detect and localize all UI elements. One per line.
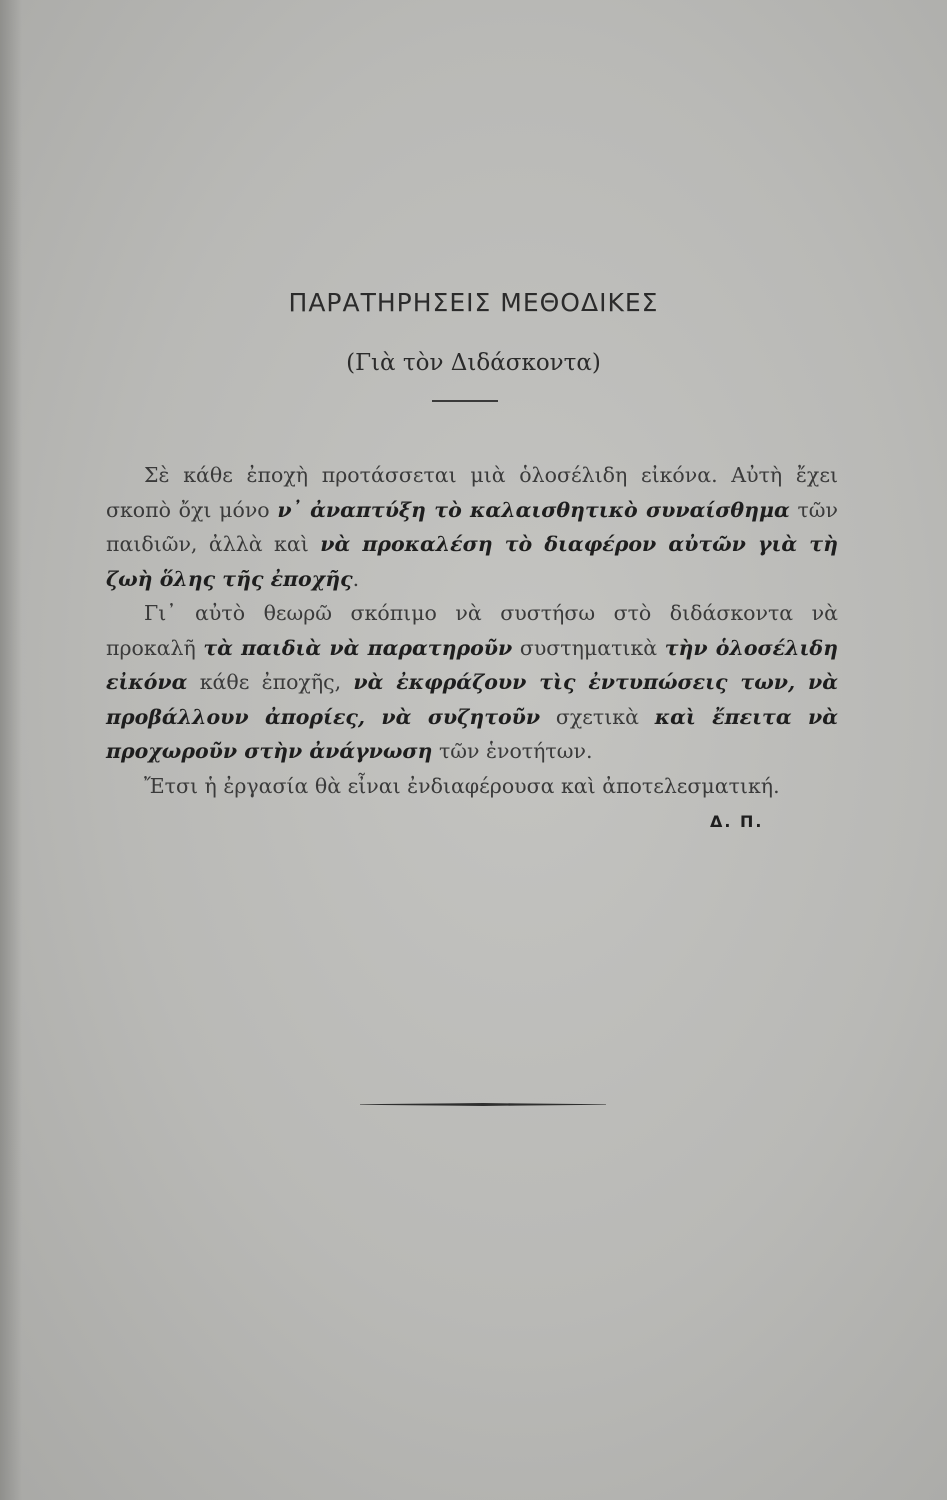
end-ornament-rule bbox=[360, 1103, 606, 1106]
p1-emphasis-2: νὰ προκαλέση τὸ διαφέρον αὐτῶν γιὰ τὴ ζωὴ ὅλης τῆς ἐποχῆς bbox=[106, 532, 838, 591]
p1-emphasis-1: ν᾽ ἀναπτύξη τὸ καλαισθητικὸ συναίσθημα bbox=[277, 497, 790, 522]
p2-text-2: συστηματικὰ bbox=[512, 635, 665, 660]
p2-text-4: σχετικὰ bbox=[540, 704, 655, 729]
p2-emphasis-2: τὴν ὁλοσέλιδη εἰκόνα bbox=[106, 635, 838, 694]
title-divider bbox=[432, 400, 498, 402]
page-subtitle: (Γιὰ τὸν Διδάσκοντα) bbox=[346, 350, 601, 376]
page-edge-shadow bbox=[0, 0, 22, 1500]
paragraph-3: Ἔτσι ἡ ἐργασία θὰ εἶναι ἐνδιαφέρουσα καὶ ἀποτελεσματική. bbox=[144, 773, 780, 798]
p1-text-2: τῶν παιδιῶν, ἀλλὰ καὶ bbox=[106, 497, 838, 556]
p2-emphasis-4: καὶ ἔπειτα νὰ προχωροῦν στὴν ἀνάγνωση bbox=[106, 704, 838, 763]
signature: Δ. Π. bbox=[710, 812, 764, 831]
p2-emphasis-3: νὰ ἐκφράζουν τὶς ἐντυπώσεις των, νὰ προβάλλουν ἀπορίες, νὰ συζητοῦν bbox=[106, 670, 838, 729]
paragraph-1 bbox=[106, 458, 838, 596]
p2-text-3: κάθε ἐποχῆς, bbox=[187, 670, 354, 694]
paragraph-2 bbox=[106, 596, 838, 769]
p1-text-3: . bbox=[352, 566, 360, 591]
p2-text-5: τῶν ἑνοτήτων. bbox=[432, 739, 593, 763]
body-text bbox=[106, 458, 838, 803]
p1-text-1: Σὲ κάθε ἐποχὴ προτάσσεται μιὰ ὁλοσέλιδη εἰκόνα. Αὐτὴ ἔχει σκοπὸ ὄχι μόνο bbox=[106, 463, 838, 522]
p2-text-1: Γι᾽ αὐτὸ θεωρῶ σκόπιμο νὰ συστήσω στὸ διδάσκοντα νὰ προκαλῆ bbox=[106, 601, 838, 660]
p2-emphasis-1: τὰ παιδιὰ νὰ παρατηροῦν bbox=[203, 635, 513, 660]
page-title: ΠΑΡΑΤΗΡΗΣΕΙΣ ΜΕΘΟΔΙΚΕΣ bbox=[288, 288, 659, 317]
